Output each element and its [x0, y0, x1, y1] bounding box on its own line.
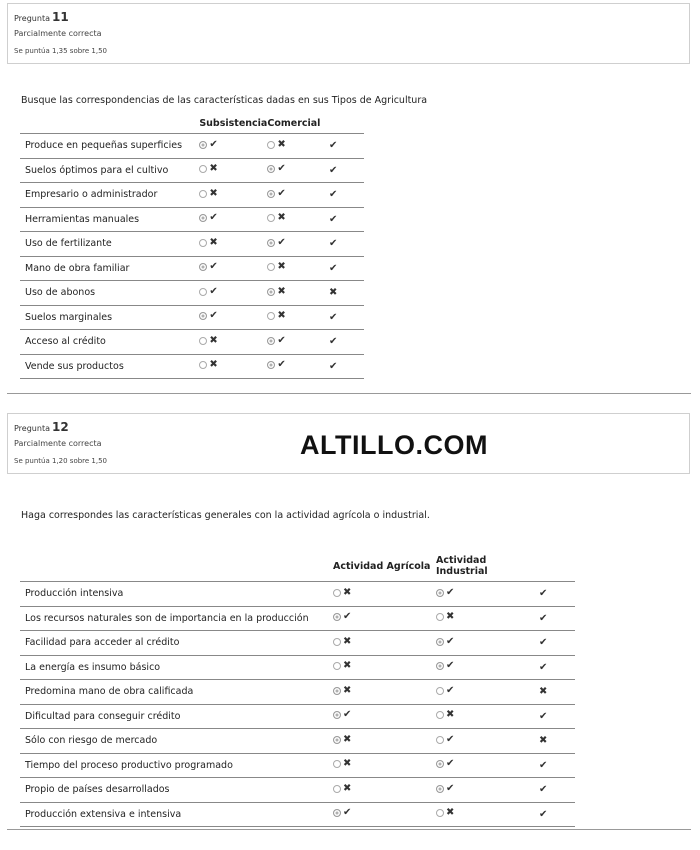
cross-icon: ✖ [277, 212, 286, 224]
result-check-icon: ✔ [539, 710, 548, 722]
table-row [20, 134, 364, 159]
check-icon: ✔ [446, 733, 455, 745]
result-cell [329, 330, 364, 355]
cross-icon: ✖ [343, 586, 352, 598]
table-row [20, 631, 575, 656]
radio-button[interactable] [199, 361, 207, 369]
result-check-icon: ✔ [329, 360, 338, 372]
q12-number-value: 12 [51, 420, 69, 434]
option-2[interactable] [436, 637, 454, 647]
option-2[interactable] [267, 164, 285, 174]
row-label: Vende sus productos [20, 354, 199, 379]
check-icon: ✔ [277, 236, 286, 248]
option-2[interactable] [436, 710, 454, 720]
result-check-icon: ✔ [539, 661, 548, 673]
result-cell [329, 354, 364, 379]
check-icon: ✔ [446, 782, 455, 794]
row-label: Los recursos naturales son de importancia en la producción [20, 606, 333, 631]
option-cell [436, 655, 539, 680]
row-label: Dificultad para conseguir crédito [20, 704, 333, 729]
radio-button[interactable] [267, 263, 275, 271]
option-1[interactable] [199, 238, 217, 248]
table-row [20, 606, 575, 631]
row-label: Predomina mano de obra calificada [20, 680, 333, 705]
option-cell [333, 753, 436, 778]
row-label: Producción intensiva [20, 582, 333, 607]
q11-number-value: 11 [51, 10, 69, 24]
option-cell [267, 330, 329, 355]
table-row [20, 330, 364, 355]
row-label: Suelos óptimos para el cultivo [20, 158, 199, 183]
radio-button[interactable] [436, 760, 444, 768]
result-cell [539, 729, 575, 754]
result-check-icon: ✔ [539, 612, 548, 624]
result-cell [539, 680, 575, 705]
option-2[interactable] [436, 588, 454, 598]
option-2[interactable] [436, 784, 454, 794]
row-label: Acceso al crédito [20, 330, 199, 355]
q11-prompt: Busque las correspondencias de las características dadas en sus Tipos de Agricultura [21, 95, 428, 106]
option-cell [333, 704, 436, 729]
radio-button[interactable] [333, 760, 341, 768]
option-1[interactable] [333, 759, 351, 769]
radio-button[interactable] [436, 638, 444, 646]
option-cell [333, 778, 436, 803]
option-2[interactable] [267, 262, 285, 272]
cross-icon: ✖ [209, 187, 218, 199]
radio-button[interactable] [267, 361, 275, 369]
radio-button[interactable] [333, 711, 341, 719]
option-1[interactable] [199, 287, 217, 297]
option-cell [199, 158, 267, 183]
result-check-icon: ✔ [329, 213, 338, 225]
q12-label: Pregunta [14, 424, 50, 433]
option-2[interactable] [267, 360, 285, 370]
radio-button[interactable] [199, 165, 207, 173]
result-cell [539, 704, 575, 729]
option-2[interactable] [267, 213, 285, 223]
q12-divider [7, 829, 691, 830]
table-row [20, 753, 575, 778]
option-cell [199, 232, 267, 257]
q12-match-table [20, 555, 575, 827]
table-row [20, 207, 364, 232]
option-2[interactable] [267, 189, 285, 199]
option-1[interactable] [333, 661, 351, 671]
radio-button[interactable] [199, 239, 207, 247]
option-cell [267, 354, 329, 379]
q11-grade: Se puntúa 1,35 sobre 1,50 [14, 47, 108, 55]
result-check-icon: ✔ [539, 637, 548, 649]
cross-icon: ✖ [343, 660, 352, 672]
result-cell [539, 582, 575, 607]
radio-button[interactable] [436, 687, 444, 695]
q12-col-result [539, 555, 575, 582]
radio-button[interactable] [199, 263, 207, 271]
option-cell [199, 256, 267, 281]
option-cell [333, 802, 436, 827]
altillo-watermark-logo: ALTILLO.COM [300, 430, 488, 460]
radio-button[interactable] [333, 809, 341, 817]
option-cell [436, 606, 539, 631]
radio-button[interactable] [199, 337, 207, 345]
result-check-icon: ✔ [329, 311, 338, 323]
table-row [20, 158, 364, 183]
check-icon: ✔ [446, 635, 455, 647]
radio-button[interactable] [333, 736, 341, 744]
check-icon: ✔ [277, 187, 286, 199]
check-icon: ✔ [209, 261, 218, 273]
result-check-icon: ✔ [329, 140, 338, 152]
option-cell [333, 631, 436, 656]
option-1[interactable] [199, 140, 217, 150]
result-cell [539, 655, 575, 680]
check-icon: ✔ [446, 758, 455, 770]
result-check-icon: ✔ [329, 238, 338, 250]
q12-number [14, 420, 69, 434]
result-cell [329, 183, 364, 208]
option-cell [199, 281, 267, 306]
table-row [20, 256, 364, 281]
row-label: Sólo con riesgo de mercado [20, 729, 333, 754]
row-label: Mano de obra familiar [20, 256, 199, 281]
result-cell [539, 631, 575, 656]
result-cell [329, 232, 364, 257]
row-label: Suelos marginales [20, 305, 199, 330]
check-icon: ✔ [209, 310, 218, 322]
radio-button[interactable] [436, 662, 444, 670]
option-cell [267, 256, 329, 281]
radio-button[interactable] [267, 165, 275, 173]
table-row [20, 281, 364, 306]
radio-button[interactable] [267, 141, 275, 149]
option-2[interactable] [267, 238, 285, 248]
option-2[interactable] [436, 735, 454, 745]
radio-button[interactable] [436, 613, 444, 621]
q12-row-header [20, 555, 333, 582]
table-row [20, 802, 575, 827]
option-cell [436, 680, 539, 705]
option-1[interactable] [199, 360, 217, 370]
radio-button[interactable] [436, 809, 444, 817]
table-row [20, 778, 575, 803]
q11-col-result [329, 118, 364, 134]
q12-prompt: Haga correspondes las características generales con la actividad agrícola o industrial. [21, 510, 430, 521]
option-cell [436, 582, 539, 607]
cross-icon: ✖ [343, 782, 352, 794]
cross-icon: ✖ [277, 285, 286, 297]
check-icon: ✔ [277, 359, 286, 371]
table-row [20, 305, 364, 330]
result-cell [539, 802, 575, 827]
radio-button[interactable] [267, 288, 275, 296]
option-cell [436, 802, 539, 827]
option-1[interactable] [333, 735, 351, 745]
option-cell [199, 134, 267, 159]
cross-icon: ✖ [343, 684, 352, 696]
radio-button[interactable] [436, 589, 444, 597]
option-cell [436, 704, 539, 729]
q11-state: Parcialmente correcta [14, 29, 102, 38]
option-2[interactable] [436, 808, 454, 818]
table-row [20, 680, 575, 705]
option-cell [199, 354, 267, 379]
check-icon: ✔ [343, 807, 352, 819]
option-cell [333, 582, 436, 607]
check-icon: ✔ [446, 660, 455, 672]
q11-number [14, 10, 69, 24]
option-2[interactable] [436, 612, 454, 622]
radio-button[interactable] [199, 214, 207, 222]
option-1[interactable] [199, 189, 217, 199]
cross-icon: ✖ [209, 334, 218, 346]
radio-button[interactable] [199, 141, 207, 149]
table-row [20, 704, 575, 729]
table-row [20, 354, 364, 379]
result-check-icon: ✔ [329, 336, 338, 348]
q11-info-box [7, 3, 690, 64]
q12-col-agricola: Actividad Agrícola [333, 560, 431, 572]
q11-row-header [20, 118, 199, 134]
option-cell [333, 606, 436, 631]
option-1[interactable] [333, 784, 351, 794]
check-icon: ✔ [209, 138, 218, 150]
cross-icon: ✖ [343, 758, 352, 770]
option-1[interactable] [333, 808, 351, 818]
radio-button[interactable] [333, 589, 341, 597]
radio-button[interactable] [267, 239, 275, 247]
option-cell [267, 183, 329, 208]
q11-divider [7, 393, 691, 394]
q11-col-subsistencia: Subsistencia [199, 118, 268, 129]
option-cell [436, 778, 539, 803]
row-label: Produce en pequeñas superficies [20, 134, 199, 159]
row-label: Facilidad para acceder al crédito [20, 631, 333, 656]
radio-button[interactable] [267, 312, 275, 320]
radio-button[interactable] [267, 190, 275, 198]
cross-icon: ✖ [277, 310, 286, 322]
cross-icon: ✖ [209, 359, 218, 371]
result-cross-icon: ✖ [539, 735, 548, 747]
result-cell [329, 158, 364, 183]
result-cell [539, 606, 575, 631]
check-icon: ✔ [343, 709, 352, 721]
result-check-icon: ✔ [539, 759, 548, 771]
option-1[interactable] [333, 686, 351, 696]
row-label: Uso de fertilizante [20, 232, 199, 257]
option-2[interactable] [436, 686, 454, 696]
option-cell [267, 207, 329, 232]
check-icon: ✔ [446, 684, 455, 696]
option-2[interactable] [267, 311, 285, 321]
cross-icon: ✖ [446, 807, 455, 819]
option-cell [199, 330, 267, 355]
cross-icon: ✖ [209, 236, 218, 248]
row-label: Producción extensiva e intensiva [20, 802, 333, 827]
radio-button[interactable] [333, 687, 341, 695]
option-cell [199, 207, 267, 232]
row-label: Herramientas manuales [20, 207, 199, 232]
result-cell [329, 207, 364, 232]
result-cell [539, 753, 575, 778]
option-2[interactable] [267, 287, 285, 297]
radio-button[interactable] [267, 337, 275, 345]
radio-button[interactable] [436, 785, 444, 793]
row-label: Tiempo del proceso productivo programado [20, 753, 333, 778]
result-cell [329, 281, 364, 306]
radio-button[interactable] [436, 711, 444, 719]
option-cell [199, 305, 267, 330]
option-cell [267, 158, 329, 183]
result-check-icon: ✔ [329, 262, 338, 274]
option-cell [436, 753, 539, 778]
q12-col-industrial: Actividad Industrial [436, 555, 488, 577]
q11-label: Pregunta [14, 14, 50, 23]
option-2[interactable] [267, 140, 285, 150]
radio-button[interactable] [267, 214, 275, 222]
option-1[interactable] [199, 213, 217, 223]
option-cell [267, 134, 329, 159]
option-cell [436, 729, 539, 754]
result-cell [539, 778, 575, 803]
option-cell [267, 281, 329, 306]
table-row [20, 729, 575, 754]
result-check-icon: ✔ [539, 808, 548, 820]
result-cross-icon: ✖ [539, 686, 548, 698]
result-check-icon: ✔ [329, 164, 338, 176]
option-1[interactable] [333, 588, 351, 598]
check-icon: ✔ [209, 212, 218, 224]
result-cell [329, 134, 364, 159]
cross-icon: ✖ [343, 635, 352, 647]
result-cross-icon: ✖ [329, 287, 338, 299]
option-cell [267, 232, 329, 257]
row-label: Empresario o administrador [20, 183, 199, 208]
option-cell [199, 183, 267, 208]
q11-match-table [20, 118, 364, 379]
radio-button[interactable] [333, 638, 341, 646]
option-1[interactable] [199, 336, 217, 346]
result-cell [329, 305, 364, 330]
option-cell [267, 305, 329, 330]
option-1[interactable] [333, 612, 351, 622]
option-2[interactable] [267, 336, 285, 346]
table-row [20, 232, 364, 257]
option-cell [333, 729, 436, 754]
result-check-icon: ✔ [329, 189, 338, 201]
option-1[interactable] [333, 710, 351, 720]
cross-icon: ✖ [209, 163, 218, 175]
q12-grade: Se puntúa 1,20 sobre 1,50 [14, 457, 108, 465]
table-row [20, 582, 575, 607]
row-label: La energía es insumo básico [20, 655, 333, 680]
radio-button[interactable] [333, 785, 341, 793]
option-cell [436, 631, 539, 656]
check-icon: ✔ [343, 611, 352, 623]
cross-icon: ✖ [343, 733, 352, 745]
radio-button[interactable] [333, 662, 341, 670]
radio-button[interactable] [199, 312, 207, 320]
table-row [20, 183, 364, 208]
option-1[interactable] [333, 637, 351, 647]
option-2[interactable] [436, 759, 454, 769]
check-icon: ✔ [209, 285, 218, 297]
check-icon: ✔ [446, 586, 455, 598]
option-cell [333, 680, 436, 705]
q12-state: Parcialmente correcta [14, 439, 102, 448]
radio-button[interactable] [333, 613, 341, 621]
cross-icon: ✖ [277, 261, 286, 273]
q11-col-comercial: Comercial [267, 118, 321, 129]
check-icon: ✔ [277, 334, 286, 346]
row-label: Propio de países desarrollados [20, 778, 333, 803]
cross-icon: ✖ [446, 611, 455, 623]
option-1[interactable] [199, 262, 217, 272]
option-2[interactable] [436, 661, 454, 671]
radio-button[interactable] [436, 736, 444, 744]
cross-icon: ✖ [446, 709, 455, 721]
check-icon: ✔ [277, 163, 286, 175]
radio-button[interactable] [199, 288, 207, 296]
option-cell [333, 655, 436, 680]
cross-icon: ✖ [277, 138, 286, 150]
option-1[interactable] [199, 164, 217, 174]
option-1[interactable] [199, 311, 217, 321]
result-check-icon: ✔ [539, 588, 548, 600]
result-cell [329, 256, 364, 281]
radio-button[interactable] [199, 190, 207, 198]
result-check-icon: ✔ [539, 784, 548, 796]
row-label: Uso de abonos [20, 281, 199, 306]
table-row [20, 655, 575, 680]
